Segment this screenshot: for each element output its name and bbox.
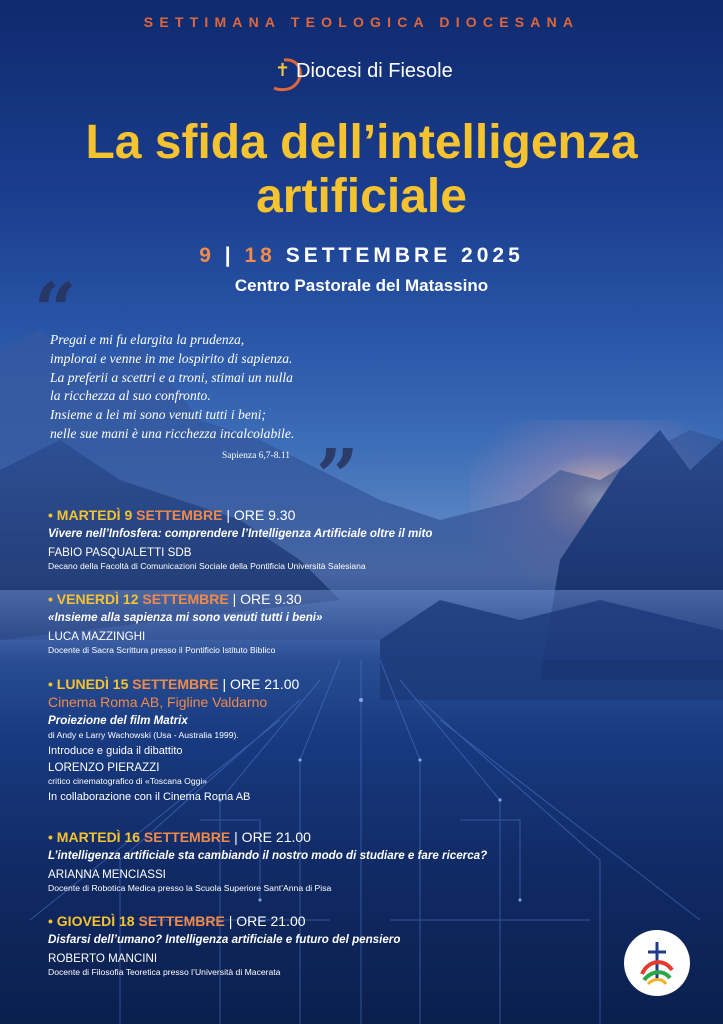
event-title: Proiezione del film Matrix (48, 714, 188, 727)
event-heading (48, 912, 668, 930)
event-heading (48, 675, 668, 693)
quote-line: Pregai e mi fu elargita la prudenza, (50, 332, 245, 347)
event-title: Vivere nell’Infosfera: comprendere l’Intelligenza Artificiale oltre il mito (48, 527, 433, 540)
event-day: • MARTEDÌ 9 (48, 507, 133, 523)
title-line-1: La sfida dell’intelligenza (85, 116, 638, 169)
event-day: • GIOVEDÌ 18 (48, 913, 135, 929)
event-speaker: LUCA MAZZINGHI (48, 630, 146, 643)
event-heading (48, 506, 668, 524)
event-month: SETTEMBRE (143, 829, 231, 845)
event-month: SETTEMBRE (132, 676, 219, 692)
event-time: | ORE 21.00 (234, 829, 311, 845)
event-dates (0, 244, 723, 268)
event-month: SETTEMBRE (142, 591, 229, 607)
speaker-role: Docente di Sacra Scrittura presso il Pontificio Istituto Biblico (48, 645, 276, 655)
quote-line: Insieme a lei mi sono venuti tutti i beni; (50, 407, 266, 423)
open-quote-icon: “ (34, 268, 77, 354)
event-title: Disfarsi dell’umano? Intelligenza artificiale e futuro del pensiero (48, 933, 401, 946)
close-quote-icon: ” (316, 434, 359, 520)
event-month: SETTEMBRE (138, 913, 225, 929)
speaker-role: critico cinematografico di «Toscana Oggi» (48, 776, 208, 786)
jubilee-cross-icon (624, 930, 690, 996)
event-time: | ORE 21.00 (228, 913, 306, 929)
speaker-role: Decano della Facoltà di Comunicazioni Sociale della Pontificia Università Salesiana (48, 561, 366, 571)
event-1 (48, 506, 668, 573)
jubilee-logo (624, 930, 690, 996)
film-credit: di Andy e Larry Wachowski (Usa - Australia 1999). (48, 730, 239, 740)
title-line-2: artificiale (256, 170, 467, 223)
event-speaker: ARIANNA MENCIASSI (48, 868, 166, 881)
event-venue: Centro Pastorale del Matassino (234, 276, 489, 295)
diocese-logo (266, 54, 486, 94)
event-location: Cinema Roma AB, Figline Valdarno (48, 694, 268, 710)
event-intro: Introduce e guida il dibattito (48, 745, 183, 757)
date-month-year: SETTEMBRE 2025 (285, 244, 524, 267)
date-start: 9 (199, 244, 215, 267)
quote-line: la ricchezza al suo confronto. (50, 388, 211, 404)
event-time: | ORE 21.00 (222, 676, 300, 692)
quote-line: nelle sue mani è una ricchezza incalcolabile. (50, 425, 295, 441)
quote-line: implorai e venne in me lospirito di sapienza. (50, 350, 293, 366)
date-end: 18 (244, 244, 276, 267)
event-3 (48, 675, 668, 805)
speaker-role: Docente di Robotica Medica presso la Scuola Superiore Sant’Anna di Pisa (48, 883, 332, 893)
event-series-kicker: SETTIMANA TEOLOGICA DIOCESANA (143, 14, 580, 30)
event-day: • VENERDÌ 12 (48, 591, 139, 607)
event-heading (48, 590, 668, 608)
quote-line: La preferii a scettri e a troni, stimai un nulla (50, 369, 293, 385)
event-speaker: FABIO PASQUALETTI SDB (48, 546, 192, 559)
event-day: • MARTEDÌ 16 (48, 829, 141, 845)
cross-icon: ✝ (275, 60, 291, 81)
poster-title (20, 116, 703, 224)
event-speaker: ROBERTO MANCINI (48, 952, 158, 965)
speaker-role: Docente di Filosofia Teoretica presso l’Università di Macerata (48, 967, 281, 977)
event-month: SETTEMBRE (136, 507, 223, 523)
event-day: • LUNEDÌ 15 (48, 676, 129, 692)
event-4 (48, 828, 668, 895)
event-collaboration: In collaborazione con il Cinema Roma AB (48, 791, 251, 803)
event-time: | ORE 9.30 (232, 591, 302, 607)
event-speaker: LORENZO PIERAZZI (48, 761, 160, 774)
event-5 (48, 912, 668, 979)
event-time: | ORE 9.30 (226, 507, 296, 523)
quote-source: Sapienza 6,7-8.11 (222, 451, 290, 461)
date-separator: | (224, 244, 235, 267)
event-title: «Insieme alla sapienza mi sono venuti tutti i beni» (48, 611, 323, 624)
event-heading (48, 828, 668, 846)
event-title: L’intelligenza artificiale sta cambiando il nostro modo di studiare e fare ricerca? (48, 849, 488, 862)
event-2 (48, 590, 668, 657)
diocese-name: Diocesi di Fiesole (296, 60, 453, 82)
scripture-quote (50, 331, 410, 444)
